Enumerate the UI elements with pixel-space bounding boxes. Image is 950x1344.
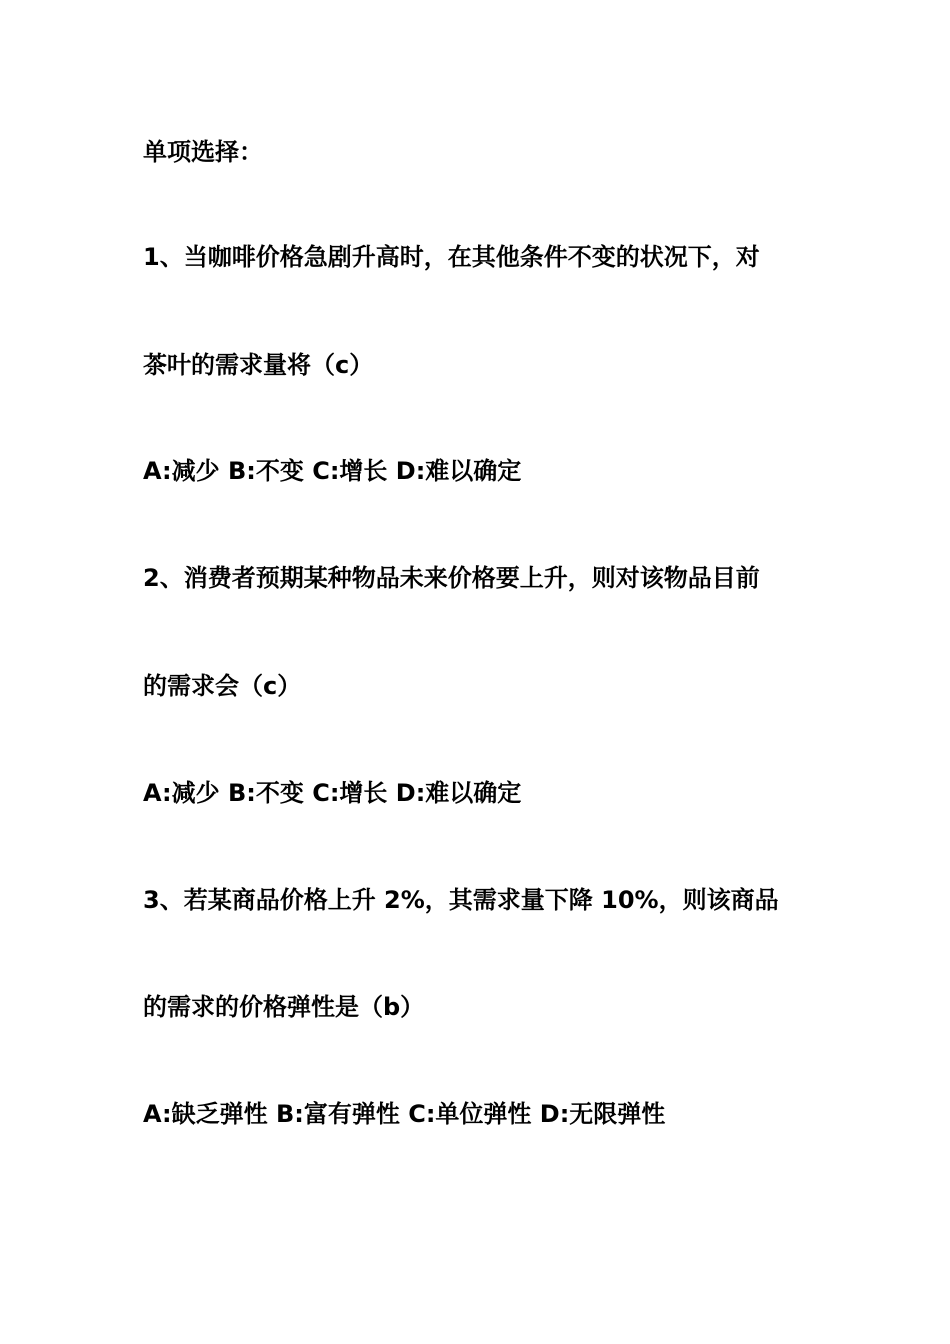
question-2-text-line-1: 2、消费者预期某种物品未来价格要上升，则对该物品目前 — [143, 564, 760, 592]
question-3-text-line-2: 的需求的价格弹性是（b） — [143, 993, 425, 1021]
question-3-text-line-1: 3、若某商品价格上升 2%，其需求量下降 10%，则该商品 — [143, 886, 779, 914]
question-2-options: A:减少 B:不变 C:增长 D:难以确定 — [143, 779, 522, 807]
question-1-text-line-2: 茶叶的需求量将（c） — [143, 351, 374, 379]
question-1-options: A:减少 B:不变 C:增长 D:难以确定 — [143, 457, 522, 485]
section-heading: 单项选择： — [143, 138, 263, 166]
question-1-text-line-1: 1、当咖啡价格急剧升高时，在其他条件不变的状况下，对 — [143, 243, 760, 271]
question-2-text-line-2: 的需求会（c） — [143, 672, 302, 700]
question-3-options: A:缺乏弹性 B:富有弹性 C:单位弹性 D:无限弹性 — [143, 1100, 666, 1128]
